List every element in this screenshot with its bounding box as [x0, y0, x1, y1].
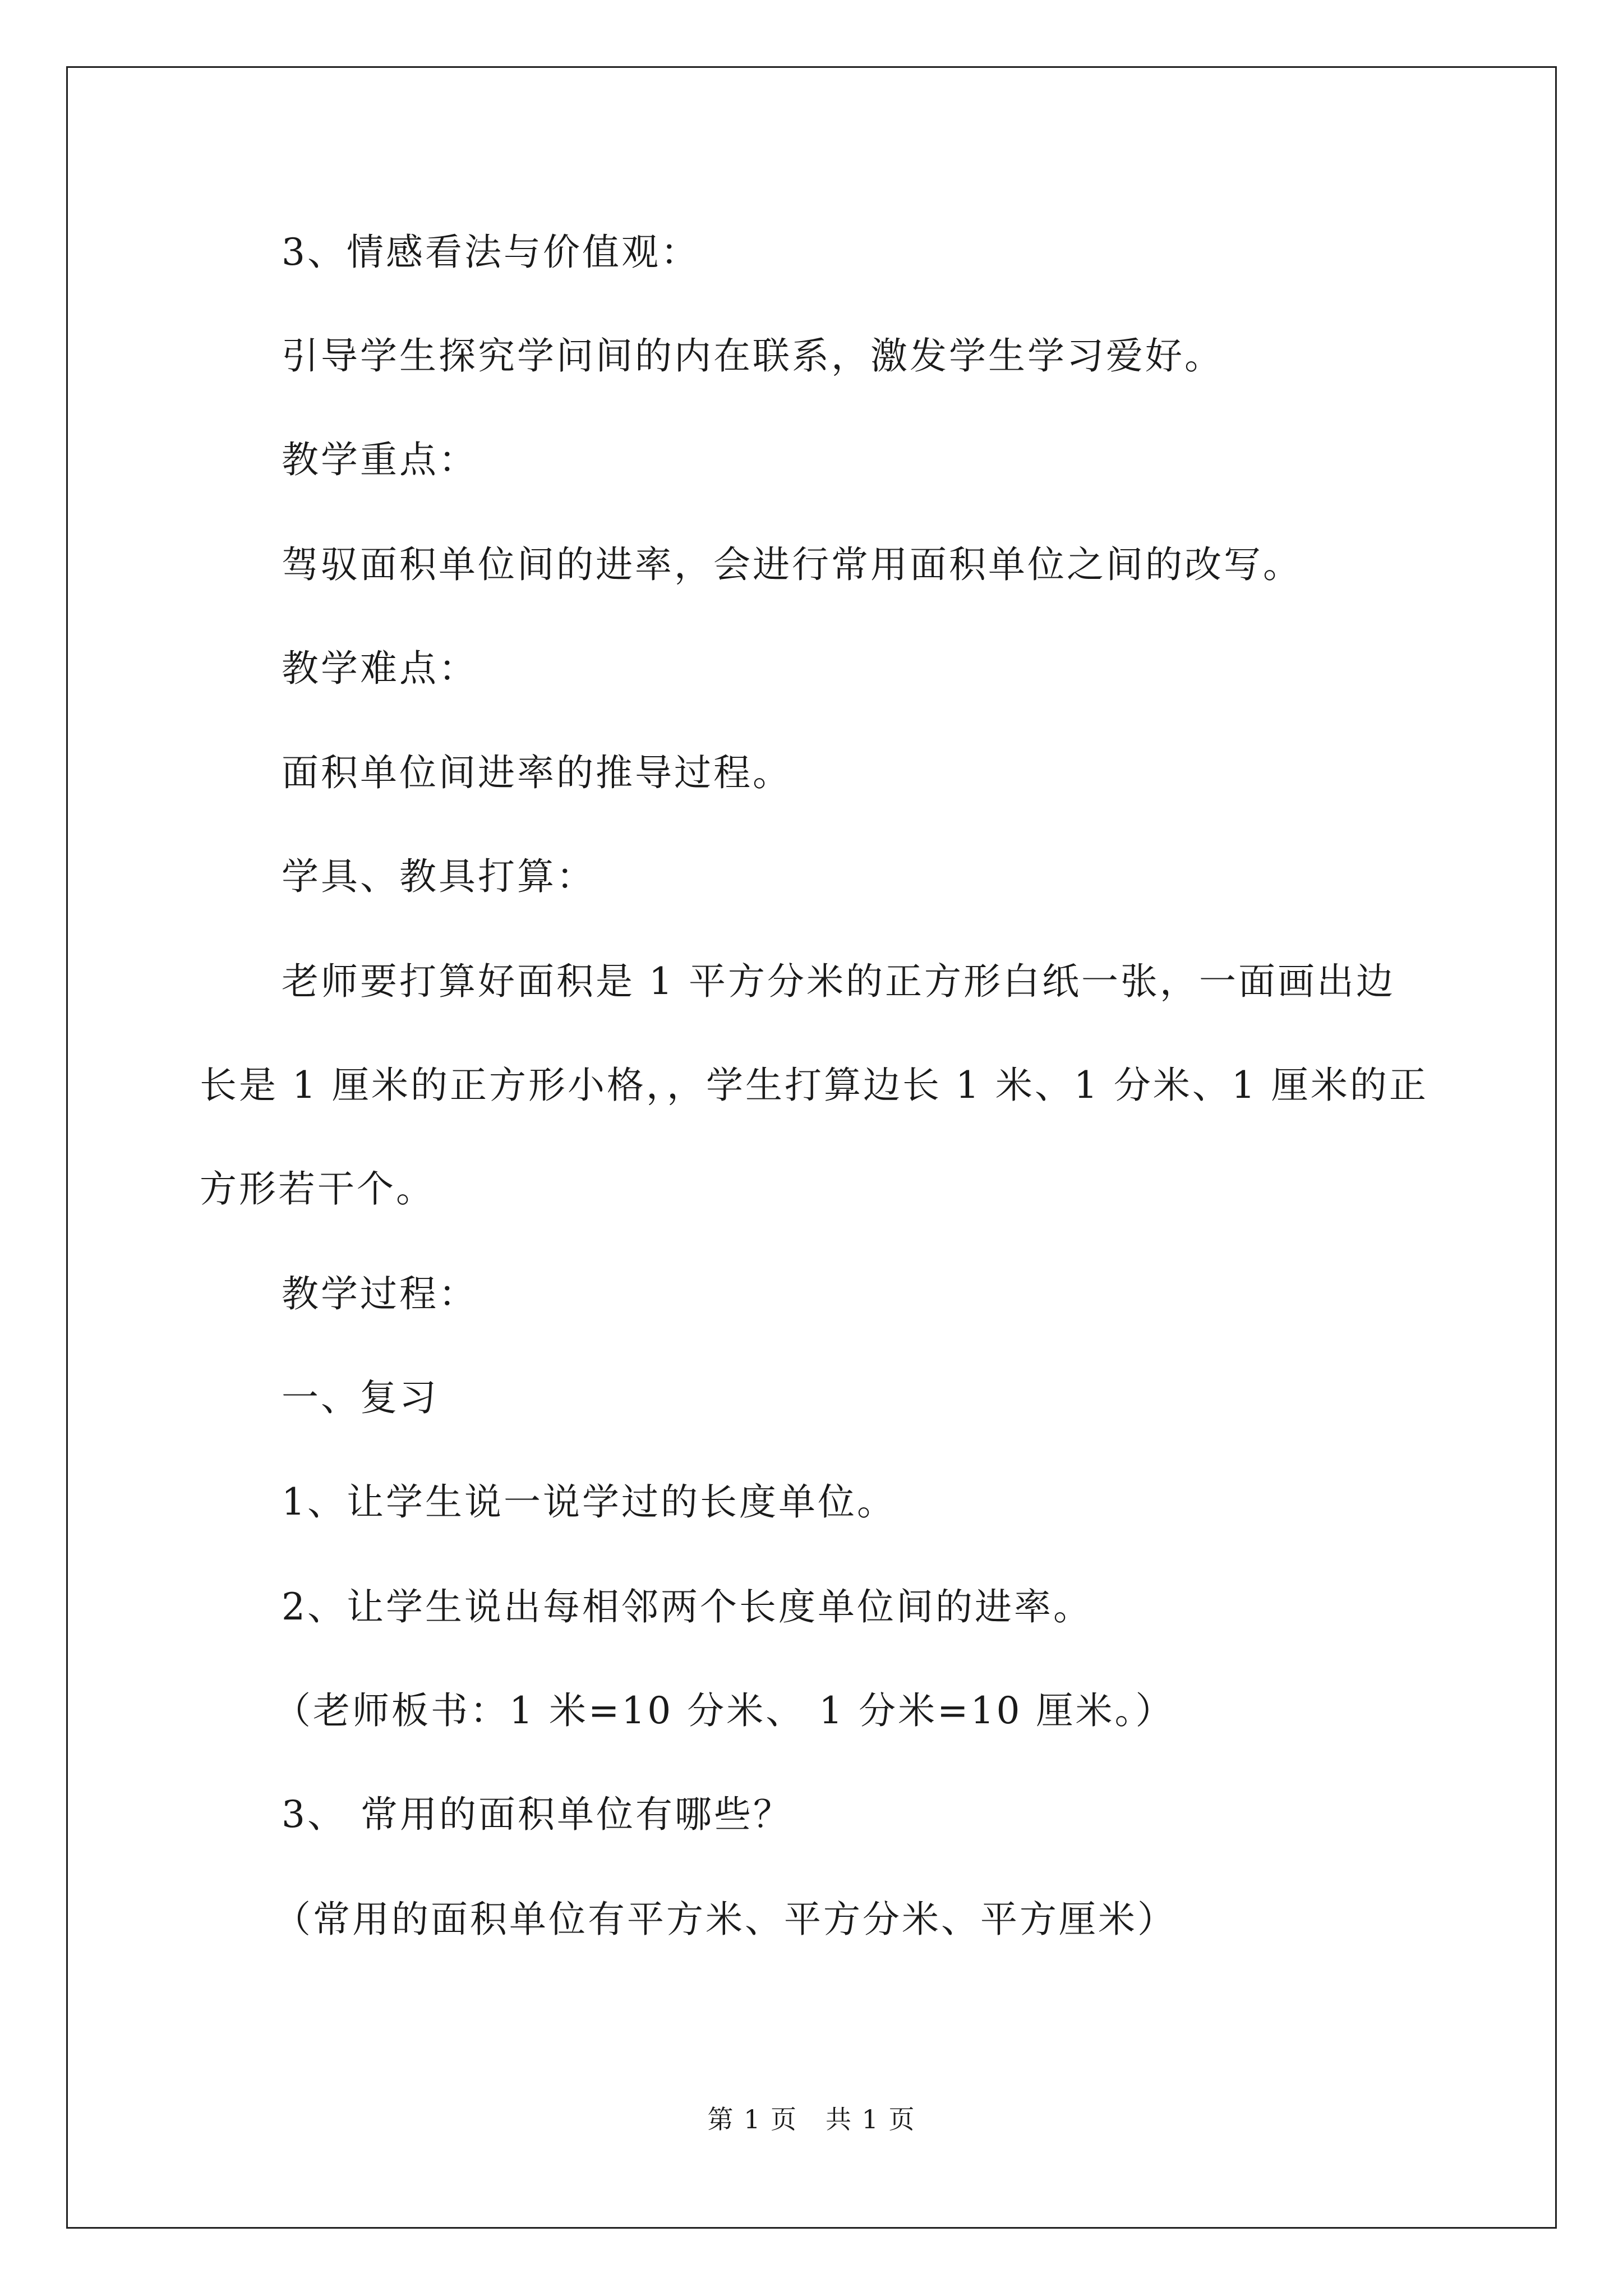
paragraph-review-item-2: 2、让学生说出每相邻两个长度单位间的进率。 — [282, 1585, 1092, 1628]
paragraph-review-heading: 一、复习 — [282, 1376, 439, 1419]
paragraph-difficulties-text: 面积单位间进率的推导过程。 — [282, 751, 792, 794]
paragraph-materials-text-line3: 方形若干个。 — [200, 1167, 435, 1211]
paragraph-materials-text-line1: 老师要打算好面积是 1 平方分米的正方形白纸一张，一面画出边 — [282, 960, 1395, 1003]
paragraph-review-item-3: 3、 常用的面积单位有哪些？ — [282, 1793, 792, 1836]
paragraph-area-units-answer: （常用的面积单位有平方米、平方分米、平方厘米） — [274, 1898, 1177, 1941]
paragraph-key-points-text: 驾驭面积单位间的进率，会进行常用面积单位之间的改写。 — [282, 543, 1302, 586]
paragraph-materials-text-line2: 长是 1 厘米的正方形小格，，学生打算边长 1 米、1 分米、1 厘米的正 — [200, 1064, 1428, 1107]
page-number-total: 共 1 页 — [826, 2104, 916, 2134]
page-footer — [0, 2102, 1623, 2136]
paragraph-emotion-values-heading: 3、情感看法与价值观： — [282, 231, 700, 274]
paragraph-difficulties-heading: 教学难点： — [282, 647, 478, 690]
paragraph-emotion-values-text: 引导学生探究学问间的内在联系，激发学生学习爱好。 — [282, 334, 1224, 378]
paragraph-key-points-heading: 教学重点： — [282, 438, 478, 481]
paragraph-review-item-1: 1、让学生说一说学过的长度单位。 — [282, 1480, 896, 1524]
paragraph-process-heading: 教学过程： — [282, 1272, 478, 1315]
paragraph-board-note: （老师板书：1 米=10 分米、 1 分米=10 厘米。） — [274, 1689, 1175, 1732]
paragraph-materials-heading: 学具、教具打算： — [282, 855, 596, 898]
page-number-current: 第 1 页 — [707, 2104, 797, 2134]
